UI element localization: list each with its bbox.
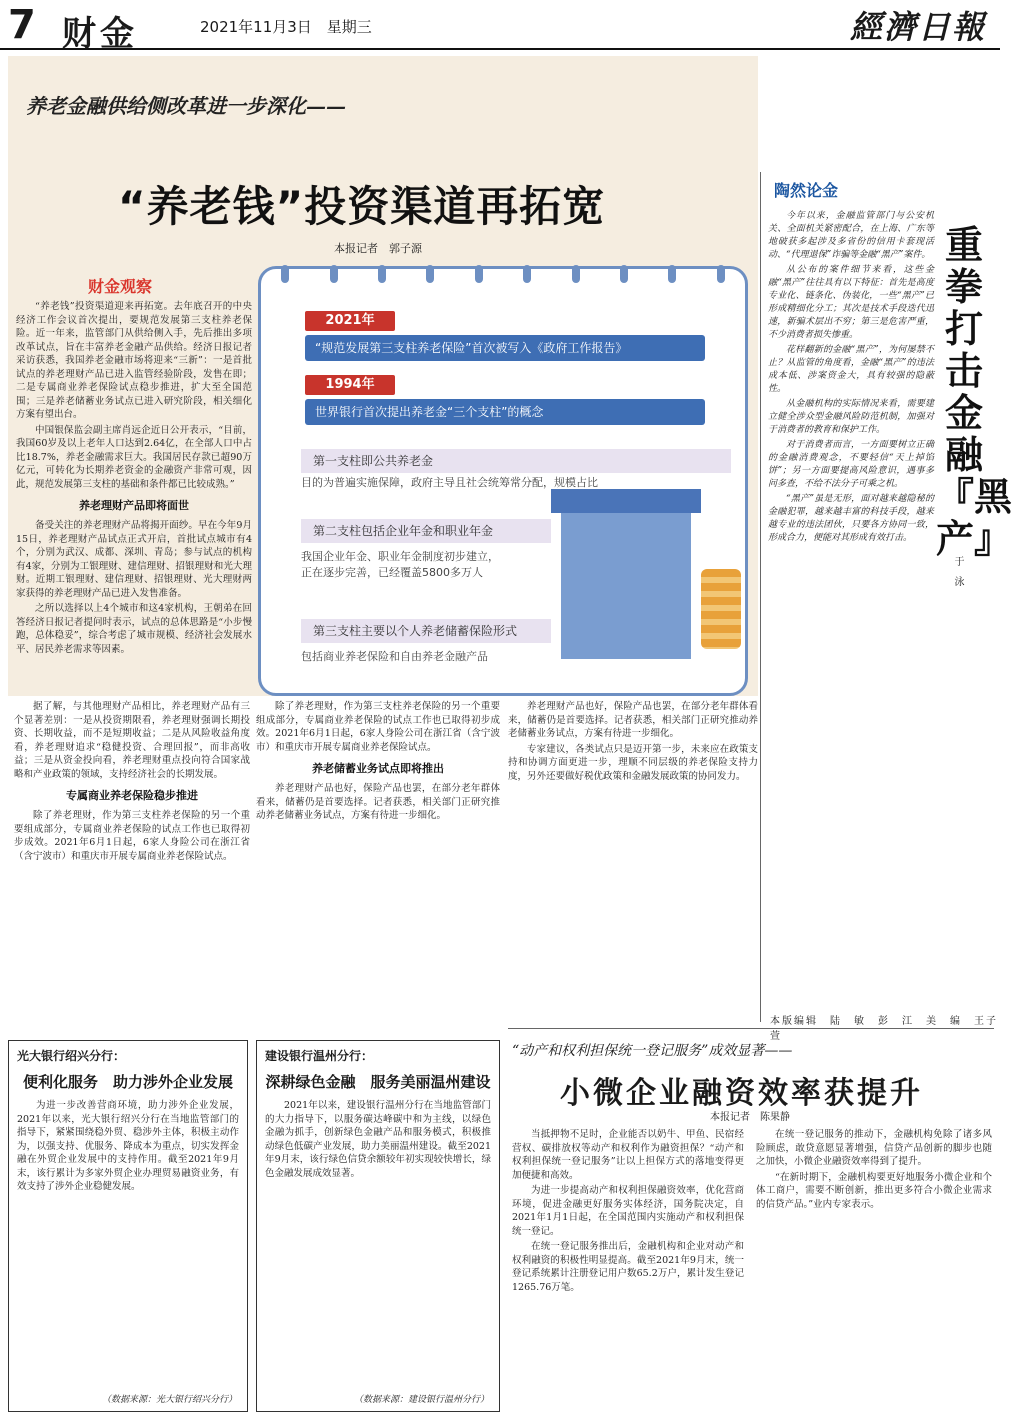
bank-feature-title: 深耕绿色金融 服务美丽温州建设 xyxy=(265,1073,491,1091)
article-paragraph: 中国银保监会副主席肖远企近日公开表示，“目前，我国60岁及以上老年人口达到2.64亿，在全部人口中占比18.7%，养老金融需求巨大。我国居民存款已超90万亿元，可转化为长期养老资金的金融资产非常可观，因此，规范发展第三支柱的基础和条件都已比较成熟。” xyxy=(16,424,252,490)
bottom-article-col-2 xyxy=(756,1128,992,1410)
commentary-paragraph: 从金融机构的实际情况来看，需要建立健全涉众型金融风险防范机制，加强对于消费者的教育和保护工作。 xyxy=(768,399,934,435)
bank-feature-source: （数据来源：光大银行绍兴分行） xyxy=(101,1395,237,1405)
divider xyxy=(508,1028,994,1029)
commentary-author: 于 泳 xyxy=(952,556,963,586)
commentary-column xyxy=(764,172,1012,992)
commentary-paragraph: 花样翻新的金融“黑产”，为何屡禁不止？从监管的角度看，金融“黑产”的违法成本低、涉案资金大，具有较强的隐蔽性。 xyxy=(768,345,934,394)
article-column-3 xyxy=(256,700,500,1010)
editors-line: 本版编辑 陆 敏 彭 江 美 编 王子萱 xyxy=(770,1016,998,1042)
bank-feature-title: 便利化服务 助力涉外企业发展 xyxy=(22,1073,233,1091)
bottom-article-byline: 本报记者 陈果静 xyxy=(710,1112,790,1123)
article-column-4 xyxy=(508,700,758,1010)
article-paragraph: 为进一步提高动产和权利担保融资效率，优化营商环境，促进金融更好服务实体经济，国务院决定，自2021年1月1日起，在全国范围内实施动产和权利担保统一登记。 xyxy=(512,1185,744,1237)
article-subhead: 养老理财产品即将面世 xyxy=(79,499,189,512)
bank-feature-source: （数据来源：建设银行温州分行） xyxy=(353,1395,489,1405)
event-year: 2021年 xyxy=(305,311,395,331)
commentary-paragraph: 今年以来，金融监管部门与公安机关、全面机关紧密配合，在上海、广东等地破获多起涉及多省份的信用卡套现活动、“代理退保”诈骗等金融“黑产”案件。 xyxy=(768,211,934,260)
bottom-article-kicker: “动产和权利担保统一登记服务”成效显著—— xyxy=(512,1043,793,1059)
article-paragraph: 当抵押物不足时，企业能否以奶牛、甲鱼、民宿经营权、碳排放权等动产和权利作为融资担保？“动产和权利担保统一登记服务”让以上担保方式的落地变得更加便捷和高效。 xyxy=(512,1129,744,1181)
event-year: 1994年 xyxy=(305,375,395,395)
article-paragraph: 据了解，与其他理财产品相比，养老理财产品有三个显著差别：一是从投资期限看，养老理财强调长期投资、长期收益，而不是短期收益；二是从风险收益角度看，养老理财追求“稳健投资、合理回报”，而非高收益；三是从资金投向看，养老理财重点投向符合国家战略和产业政策的领域，支持经济社会的长期发展。 xyxy=(14,701,250,780)
pillar-title: 第三支柱主要以个人养老储蓄保险形式 xyxy=(301,619,551,643)
page-number: 7 xyxy=(8,2,36,48)
bank-feature-label: 光大银行绍兴分行： xyxy=(17,1049,126,1063)
commentary-paragraph: 从公布的案件细节来看，这些金融“黑产”往往具有以下特征：首先是高度专业化、链条化、伪装化，一些“黑产”已形成精细化分工；其次是技术手段迭代迅速，新骗术层出不穷；第三是危害严重，不少消费者损失惨重。 xyxy=(768,265,934,340)
calendar-rings xyxy=(261,265,745,283)
article-paragraph: “在新时期下，金融机构要更好地服务小微企业和个体工商户，需要不断创新，推出更多符合小微企业需求的信贷产品。”业内专家表示。 xyxy=(756,1171,992,1210)
article-paragraph: 备受关注的养老理财产品将揭开面纱。早在今年9月15日，养老理财产品试点正式开启，首批试点城市有4个，分别为武汉、成都、深圳、青岛；参与试点的机构有4家，分别为工银理财、建信理财、招银理财和光大理财。近期工银理财、建信理财、招银理财、光大理财两家获得的养老理财产品已进入发售准备。 xyxy=(16,520,252,599)
section-name: 财金 xyxy=(62,14,138,54)
pillar-body: 目的为普遍实施保障，政府主导且社会统筹常分配，规模占比 xyxy=(301,476,598,489)
calendar-infographic xyxy=(258,266,748,696)
bank-feature-box xyxy=(256,1040,500,1412)
article-paragraph: “养老钱”投资渠道迎来再拓宽。去年底召开的中央经济工作会议首次提出，要规范发展第三支柱养老保险。近一年来，监管部门从供给侧入手，先后推出多项改革试点，旨在丰富养老金融产品供给。经济日报记者采访获悉，我国养老金融市场将迎来“三新”：一是首批试点的养老理财产品已进入监管经验阶段，发售在即；二是专属商业养老保险试点稳步推进，扩大至全国范围；三是养老储蓄业务试点已进入研究阶段，相关细化方案有望出台。 xyxy=(16,301,252,420)
event-text: “规范发展第三支柱养老保险”首次被写入《政府工作报告》 xyxy=(305,335,705,361)
bank-feature-label: 建设银行温州分行： xyxy=(265,1049,374,1063)
article-paragraph: 之所以选择以上4个城市和这4家机构，王朝弟在回答经济日报记者提问时表示，试点的总体思路是“小步慢跑，总体稳妥”，综合考虑了城市规模、经济社会发展水平、居民养老需求等因素。 xyxy=(16,603,252,655)
bank-feature-paragraph: 2021年以来，建设银行温州分行在当地监管部门的大力指导下，以服务碳达峰碳中和为主线，以绿色金融为抓手，创新绿色金融产品和服务模式，积极推动绿色低碳产业发展，助力美丽温州建设。截至2021年9月末，该行绿色信贷余额较年初实现较快增长，绿色金融发展成效显著。 xyxy=(265,1100,491,1179)
pillar-title: 第二支柱包括企业年金和职业年金 xyxy=(301,519,551,543)
bottom-article-headline: 小微企业融资效率获提升 xyxy=(560,1076,923,1111)
article-paragraph: 在统一登记服务推出后，金融机构和企业对动产和权利融资的积极性明显提高。截至2021年9月末，统一登记系统累计注册登记用户数65.2万户，累计发生登记1265.76万笔。 xyxy=(512,1241,744,1293)
pillar-body: 我国企业年金、职业年金制度初步建立，正在逐步完善，已经覆盖5800多万人 xyxy=(301,550,499,579)
commentary-text xyxy=(768,210,934,990)
article-paragraph: 养老理财产品也好，保险产品也罢，在部分老年群体看来，储蓄仍是首要选择。记者获悉，相关部门正研究推动养老储蓄业务试点，方案有待进一步细化。 xyxy=(508,701,758,739)
article-column-1 xyxy=(16,300,252,694)
article-paragraph: 除了养老理财，作为第三支柱养老保险的另一个重要组成部分，专属商业养老保险的试点工作也已取得初步成效。2021年6月1日起，6家人身险公司在浙江省（含宁波市）和重庆市开展专属商业养老保险试点。 xyxy=(256,701,500,753)
article-subhead: 养老储蓄业务试点即将推出 xyxy=(312,762,444,775)
bottom-article-col-1 xyxy=(512,1128,744,1410)
pillar-body: 包括商业养老保险和自由养老金融产品 xyxy=(301,650,488,663)
masthead xyxy=(0,0,1000,54)
article-paragraph: 除了养老理财，作为第三支柱养老保险的另一个重要组成部分，专属商业养老保险的试点工作也已取得初步成效。2021年6月1日起，6家人身险公司在浙江省（含宁波市）和重庆市开展专属商业养老保险试点。 xyxy=(14,810,250,862)
paper-logo: 經濟日報 xyxy=(849,8,986,46)
issue-date: 2021年11月3日 星期三 xyxy=(200,18,372,36)
commentary-paragraph: 对于消费者而言，一方面要树立正确的金融消费观念，不要轻信“天上掉馅饼”；另一方面要提高风险意识，遇事多问多查，不给不法分子可乘之机。 xyxy=(768,440,934,489)
article-column-2 xyxy=(14,700,250,1010)
feature-kicker: 养老金融供给侧改革进一步深化—— xyxy=(26,94,346,118)
bank-feature-text xyxy=(265,1099,491,1389)
article-paragraph: 在统一登记服务的推动下，金融机构免除了诸多风险顾虑，敢贷意愿显著增强，信贷产品创新的脚步也随之加快，小微企业融资效率得到了提升。 xyxy=(756,1129,992,1167)
event-text: 世界银行首次提出养老金“三个支柱”的概念 xyxy=(305,399,705,425)
feature-block xyxy=(8,56,758,696)
article-paragraph: 专家建议，各类试点只是迈开第一步，未来应在政策支持和协调方面更进一步，理顺不同层级的养老保险支持力度，另外还要做好税优政策和金融发展政策的协同发力。 xyxy=(508,743,758,782)
coin-stack-illustration xyxy=(701,569,741,649)
bank-feature-box xyxy=(8,1040,248,1412)
bank-feature-paragraph: 为进一步改善营商环境，助力涉外企业发展，2021年以来，光大银行绍兴分行在当地监管部门的指导下，紧紧围绕稳外贸、稳涉外主体，积极主动作为，以强支持、优服务、降成本为重点，切实发挥金融在外贸企业发展中的支持作用。截至2021年9月末，该行累计为多家外贸企业办理贸易融资业务，有效支持了涉外企业稳健发展。 xyxy=(17,1100,239,1192)
feature-headline: “养老钱”投资渠道再拓宽 xyxy=(118,182,606,231)
bank-building-illustration xyxy=(561,509,691,659)
commentary-title: 重拳打击金融『黑产』 xyxy=(936,222,1012,561)
commentary-tag: 陶然论金 xyxy=(774,181,839,200)
article-subhead: 专属商业养老保险稳步推进 xyxy=(66,789,198,802)
divider xyxy=(760,172,761,1022)
bank-feature-text xyxy=(17,1099,239,1389)
pillar-title: 第一支柱即公共养老金 xyxy=(301,449,731,473)
commentary-paragraph: “黑产”虽是无形，面对越来越隐秘的金融犯罪，越来越丰富的科技手段，越来越专业的违法团伙，只要各方协同一致，形成合力，便能对其形成有效打击。 xyxy=(768,494,934,543)
feature-byline: 本报记者 郭子源 xyxy=(334,242,422,255)
article-paragraph: 养老理财产品也好，保险产品也罢，在部分老年群体看来，储蓄仍是首要选择。记者获悉，相关部门正研究推动养老储蓄业务试点，方案有待进一步细化。 xyxy=(256,783,500,821)
column-tag: 财金观察 xyxy=(88,277,153,296)
